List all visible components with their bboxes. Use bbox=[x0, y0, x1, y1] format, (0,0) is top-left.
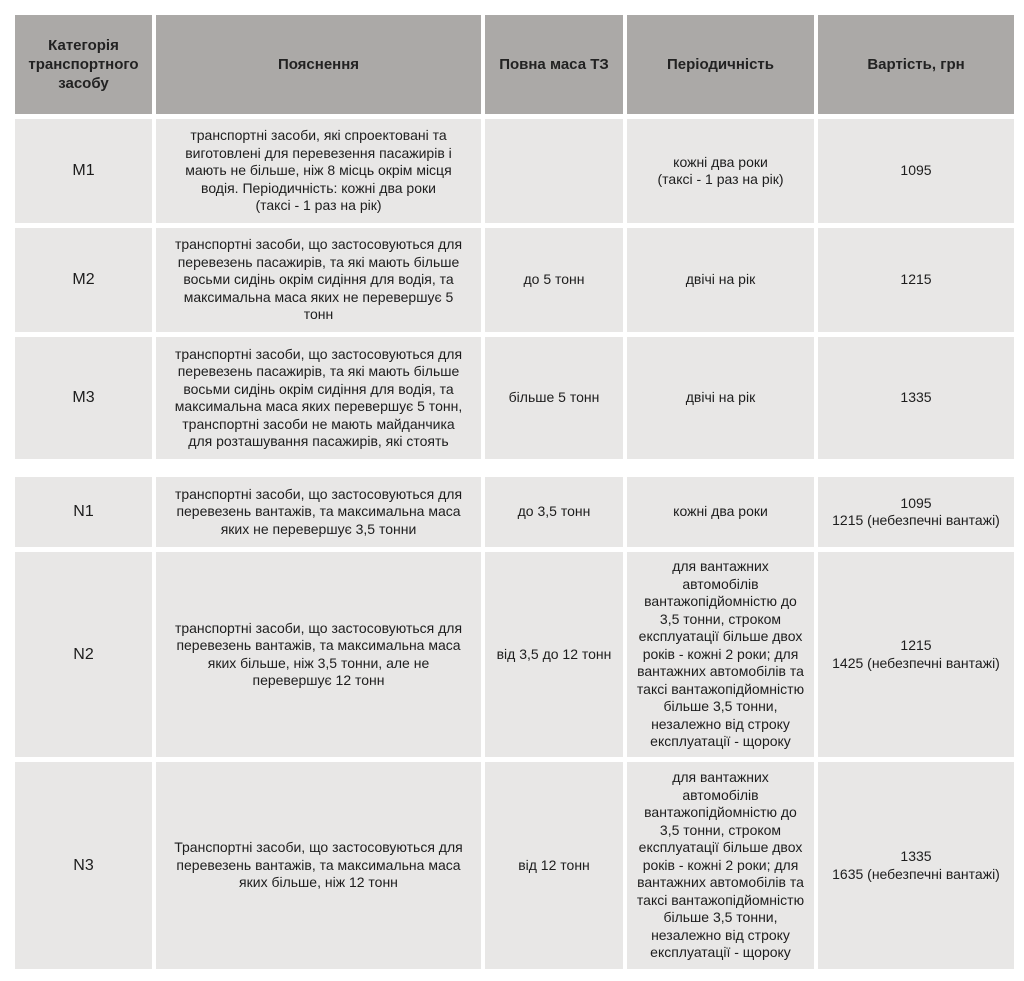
table-row bbox=[15, 762, 1014, 969]
table-row bbox=[15, 552, 1014, 757]
inspection-price-table bbox=[15, 15, 1014, 969]
header-mass: Повна маса ТЗ bbox=[485, 15, 627, 114]
mass-cell: до 5 тонн bbox=[485, 228, 627, 332]
cost-cell: 1215 bbox=[818, 228, 1014, 332]
explanation-cell: транспортні засоби, що застосовуються для перевезень вантажів, та максимальна маса яких більше, ніж 3,5 тонни, але не перевершує 12 тонн bbox=[156, 552, 485, 757]
table-row bbox=[15, 228, 1014, 332]
periodicity-cell: кожні два роки bbox=[627, 477, 818, 547]
category-cell: M2 bbox=[15, 228, 156, 332]
header-periodicity: Періодичність bbox=[627, 15, 818, 114]
explanation-cell: Транспортні засоби, що застосовуються для перевезень вантажів, та максимальна маса яких більше, ніж 12 тонн bbox=[156, 762, 485, 969]
cost-cell: 1335 1635 (небезпечні вантажі) bbox=[818, 762, 1014, 969]
cost-cell: 1095 1215 (небезпечні вантажі) bbox=[818, 477, 1014, 547]
header-category: Категорія транспортного засобу bbox=[15, 15, 156, 114]
mass-cell bbox=[485, 119, 627, 223]
mass-cell: від 12 тонн bbox=[485, 762, 627, 969]
category-cell: M1 bbox=[15, 119, 156, 223]
header-cost: Вартість, грн bbox=[818, 15, 1014, 114]
mass-cell: від 3,5 до 12 тонн bbox=[485, 552, 627, 757]
periodicity-cell: для вантажних автомобілів вантажопідйомністю до 3,5 тонни, строком експлуатації більше двох років - кожні 2 роки; для вантажних автомобілів та таксі вантажопідйомністю більше 3,5 тонни, незалежно від строку експлуатації - щороку bbox=[627, 762, 818, 969]
category-cell: N1 bbox=[15, 477, 156, 547]
table-row bbox=[15, 337, 1014, 459]
periodicity-cell: двічі на рік bbox=[627, 228, 818, 332]
table-header bbox=[15, 15, 1014, 114]
category-cell: M3 bbox=[15, 337, 156, 459]
table-row bbox=[15, 119, 1014, 223]
explanation-cell: транспортні засоби, які спроектовані та виготовлені для перевезення пасажирів і мають не більше, ніж 8 місць окрім місця водія. Періодичність: кожні два роки (таксі - 1 раз на рік) bbox=[156, 119, 485, 223]
explanation-cell: транспортні засоби, що застосовуються для перевезень пасажирів, та які мають більше восьми сидінь окрім сидіння для водія, та максимальна маса яких не перевершує 5 тонн bbox=[156, 228, 485, 332]
periodicity-cell: для вантажних автомобілів вантажопідйомністю до 3,5 тонни, строком експлуатації більше двох років - кожні 2 роки; для вантажних автомобілів та таксі вантажопідйомністю більше 3,5 тонни, незалежно від строку експлуатації - щороку bbox=[627, 552, 818, 757]
mass-cell: більше 5 тонн bbox=[485, 337, 627, 459]
cost-cell: 1335 bbox=[818, 337, 1014, 459]
category-cell: N2 bbox=[15, 552, 156, 757]
mass-cell: до 3,5 тонн bbox=[485, 477, 627, 547]
explanation-cell: транспортні засоби, що застосовуються для перевезень пасажирів, та які мають більше восьми сидінь окрім сидіння для водія, та максимальна маса яких перевершує 5 тонн, транспортні засоби не мають майданчика для розташування пасажирів, які стоять bbox=[156, 337, 485, 459]
explanation-cell: транспортні засоби, що застосовуються для перевезень вантажів, та максимальна маса яких не перевершує 3,5 тонни bbox=[156, 477, 485, 547]
periodicity-cell: кожні два роки (таксі - 1 раз на рік) bbox=[627, 119, 818, 223]
cost-cell: 1215 1425 (небезпечні вантажі) bbox=[818, 552, 1014, 757]
cost-cell: 1095 bbox=[818, 119, 1014, 223]
category-cell: N3 bbox=[15, 762, 156, 969]
table-row bbox=[15, 477, 1014, 547]
header-explanation: Пояснення bbox=[156, 15, 485, 114]
periodicity-cell: двічі на рік bbox=[627, 337, 818, 459]
